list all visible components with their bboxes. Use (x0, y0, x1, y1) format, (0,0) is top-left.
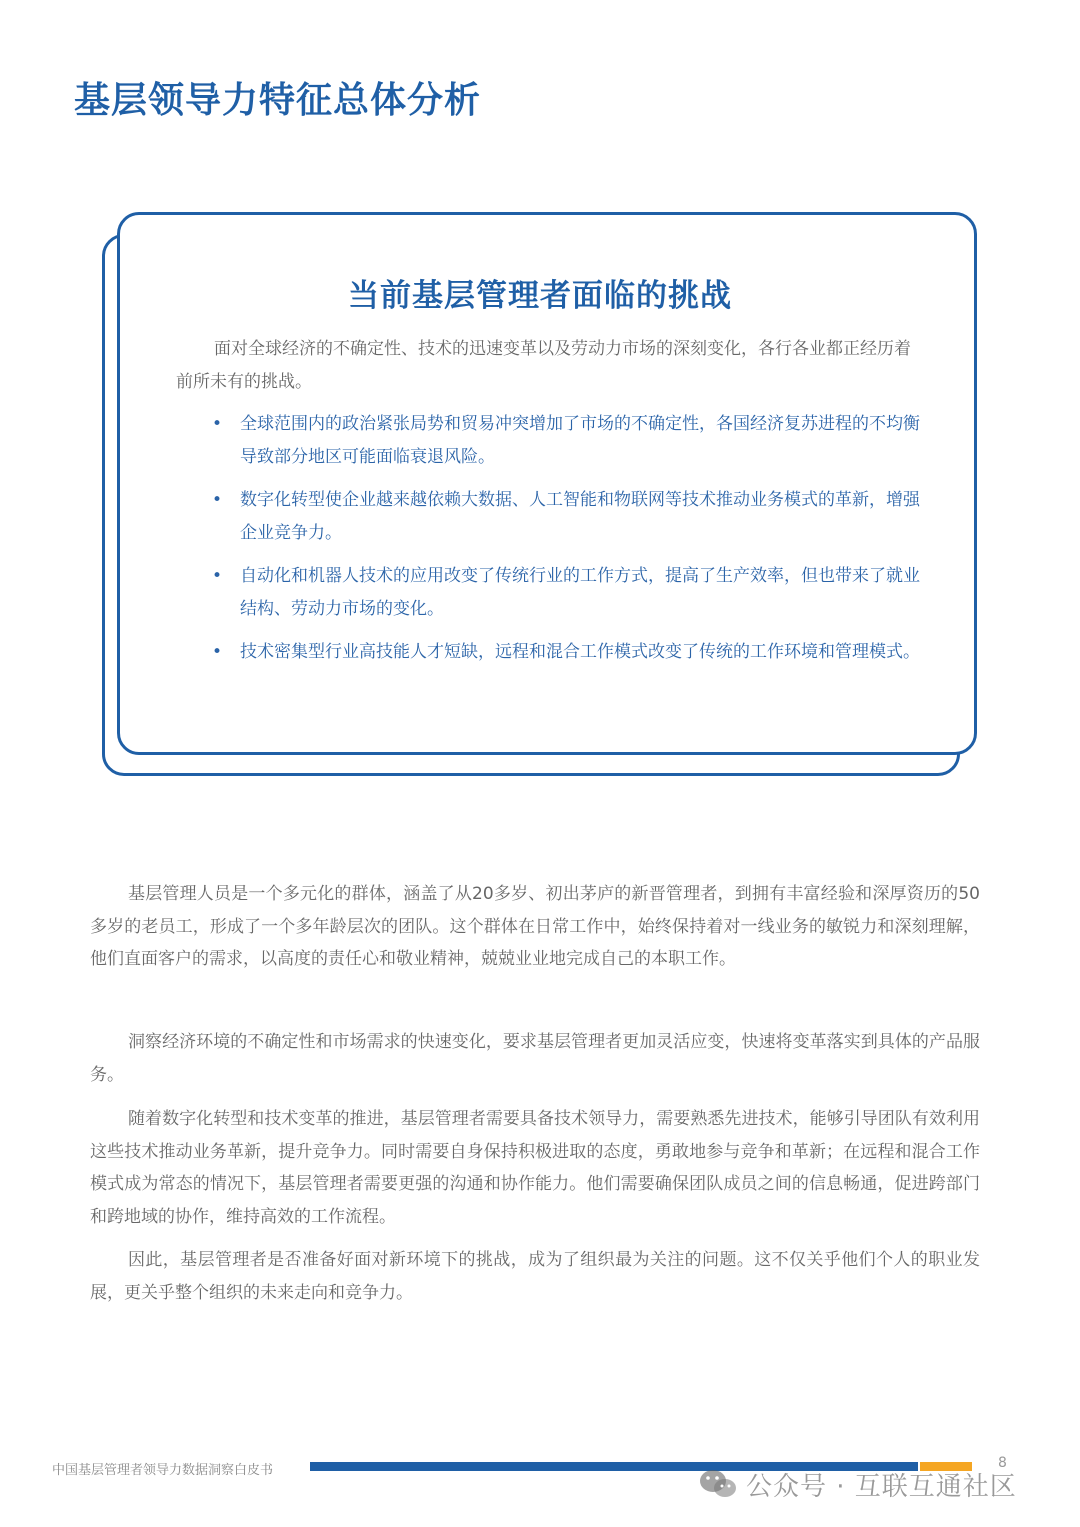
challenge-list-item (212, 636, 924, 669)
bullet-marker: • (212, 642, 223, 662)
body-paragraph: 洞察经济环境的不确定性和市场需求的快速变化，要求基层管理者更加灵活应变，快速将变革落实到具体的产品服务。 (90, 1032, 980, 1085)
bullet-marker: • (212, 490, 223, 510)
body-paragraph: 因此，基层管理者是否准备好面对新环境下的挑战，成为了组织最为关注的问题。这不仅关乎他们个人的职业发展，更关乎整个组织的未来走向和竞争力。 (90, 1250, 980, 1303)
challenge-box-title: 当前基层管理者面临的挑战 (348, 278, 732, 314)
wechat-icon (698, 1467, 738, 1501)
challenge-list-item-text: 自动化和机器人技术的应用改变了传统行业的工作方式，提高了生产效率，但也带来了就业结构、劳动力市场的变化。 (240, 566, 920, 619)
watermark (698, 1464, 1017, 1504)
bullet-marker: • (212, 414, 223, 434)
challenge-list-item-text: 技术密集型行业高技能人才短缺，远程和混合工作模式改变了传统的工作环境和管理模式。 (240, 642, 920, 662)
challenge-list-item (212, 484, 924, 550)
watermark-text: 公众号 · 互联互通社区 (746, 1471, 1017, 1502)
challenge-list-item-text: 数字化转型使企业越来越依赖大数据、人工智能和物联网等技术推动业务模式的革新，增强企业竞争力。 (240, 490, 920, 543)
footer-document-title: 中国基层管理者领导力数据洞察白皮书 (52, 1463, 274, 1478)
body-paragraph: 随着数字化转型和技术变革的推进，基层管理者需要具备技术领导力，需要熟悉先进技术，能够引导团队有效利用这些技术推动业务革新，提升竞争力。同时需要自身保持积极进取的态度，勇敢地参与竞争和革新；在远程和混合工作模式成为常态的情况下，基层管理者需要更强的沟通和协作能力。他们需要确保团队成员之间的信息畅通，促进跨部门和跨地域的协作，维持高效的工作流程。 (90, 1109, 980, 1227)
challenge-list-item (212, 560, 924, 626)
challenge-list-item (212, 408, 924, 474)
body-paragraph: 基层管理人员是一个多元化的群体，涵盖了从20多岁、初出茅庐的新晋管理者，到拥有丰富经验和深厚资历的50多岁的老员工，形成了一个多年龄层次的团队。这个群体在日常工作中，始终保持着对一线业务的敏锐力和深刻理解，他们直面客户的需求，以高度的责任心和敬业精神，兢兢业业地完成自己的本职工作。 (90, 884, 980, 969)
page-number: 8 (998, 1455, 1007, 1471)
challenge-list-item-text: 全球范围内的政治紧张局势和贸易冲突增加了市场的不确定性，各国经济复苏进程的不均衡导致部分地区可能面临衰退风险。 (240, 414, 920, 467)
bullet-marker: • (212, 566, 223, 586)
challenge-list (212, 408, 924, 679)
challenge-box-intro: 面对全球经济的不确定性、技术的迅速变革以及劳动力市场的深刻变化，各行各业都正经历着前所未有的挑战。 (176, 339, 911, 392)
page-title: 基层领导力特征总体分析 (74, 80, 482, 121)
